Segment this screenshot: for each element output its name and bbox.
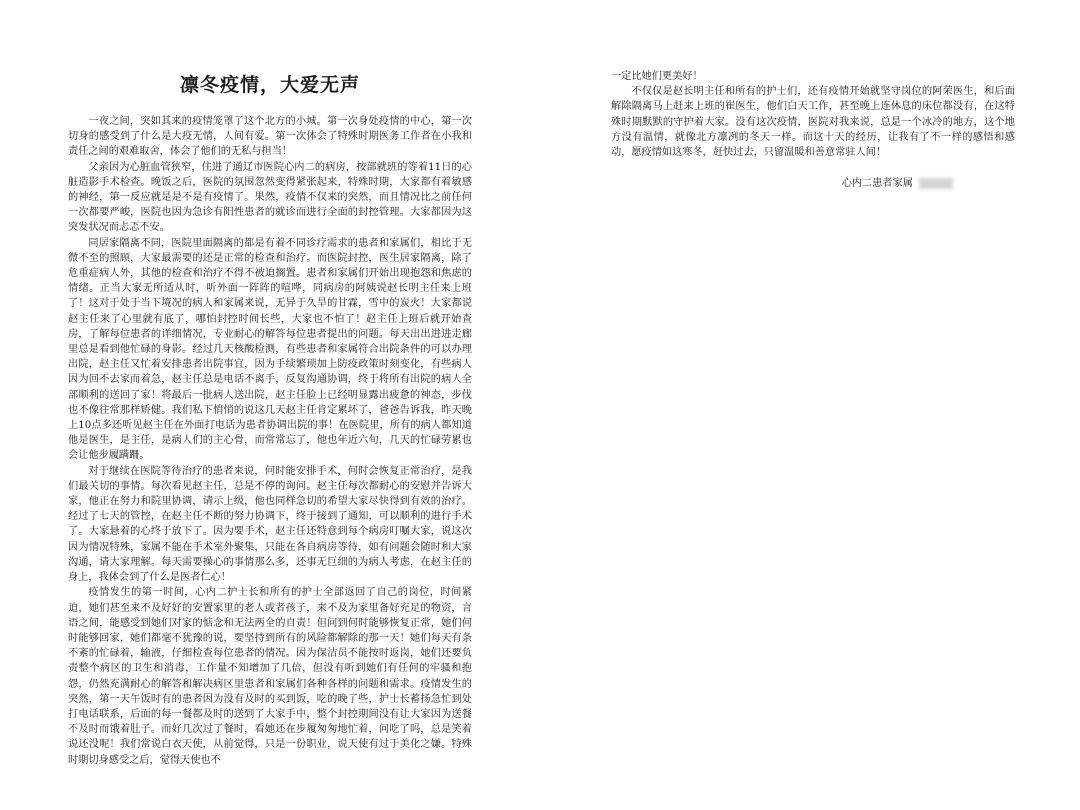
paragraph-surgery: 对于继续在医院等待治疗的患者来说，何时能安排手术，何时会恢复正常治疗，是我们最关切的事情。每次看见赵主任，总是不停的询问。赵主任每次都耐心的安慰并告诉大家，他正在努力和院里协调，请示上级，他也同样急切的希望大家尽快得到有效的治疗。经过了七天的管控，在赵主任不断的努力协调下，终于接到了通知，可以顺利的进行手术了。大家悬着的心终于放下了。因为要手术，赵主任还特意到每个病房叮嘱大家，说这次因为情况特殊，家属不能在手术室外聚集，只能在各自病房等待，如有问题会随时和大家沟通，请大家理解。每天需要操心的事情那么多，还事无巨细的为病人考虑，在赵主任的身上，我体会到了什么是医者仁心！ — [68, 465, 472, 584]
document-title: 凛冬疫情，大爱无声 — [179, 74, 360, 96]
signature-label: 心内二患者家属 — [841, 178, 913, 189]
left-page-body — [68, 114, 472, 768]
paragraph-closing: 不仅仅是赵长明主任和所有的护士们，还有疫情开始就坚守岗位的阿荣医生，和后面解除隔离马上赶来上班的崔医生，他们白天工作，甚至晚上连休息的床位都没有，在这特殊时期默默的守护着大家。没有这次疫情，医院对我来说，总是一个冰冷的地方，这个地方没有温情，就像北方凛冽的冬天一样。而这十天的经历，让我有了不一样的感悟和感动，愿疫情如这寒冬，赶快过去，只留温暖和善意常驻人间！ — [611, 86, 1015, 159]
paragraph-father-admission: 父亲因为心脏血管狭窄，住进了通辽市医院心内二的病房，按部就班的等着11日的心脏造影手术检查。晚饭之后，医院的氛围忽然变得紧张起来，特殊时期，大家都有着敏感的神经，第一反应就是是不是有疫情了。果然，疫情不仅来的突然，而且情况比之前任何一次都要严峻，医院也因为急诊有阳性患者的就诊而进行全面的封控管理。大家都因为这突发状况而忐忑不安。 — [68, 161, 472, 234]
paragraph-continuation: 一定比她们更美好！ — [611, 71, 703, 82]
paragraph-nurses: 疫情发生的第一时间，心内二护士长和所有的护士全部返回了自己的岗位，时间紧迫，她们甚至来不及好好的安置家里的老人或者孩子，来不及为家里备好充足的物资，言语之间，能感受到她们对家的惦念和无法两全的自责！但问到何时能够恢复正常，她们何时能够回家，她们都毫不犹豫的说，要坚持到所有的风险都解除的那一天！她们每天有条不紊的忙碌着，输液，仔细检查每位患者的情况。因为保洁员不能按时返岗，她们还要负责整个病区的卫生和消毒，工作量不知增加了几倍，但没有听到她们有任何的牢骚和抱怨，仍然充满耐心的解答和解决病区里患者和家属们各种各样的问题和需求。疫情发生的突然，第一天午饭时有的患者因为没有及时的买到饭，吃的晚了些，护士长蓄扬急忙到处打电话联系，后面的每一餐都及时的送到了大家手中，整个封控期间没有让大家因为送餐不及时而饿着肚子。而好几次过了餐时，看她还在步履匆匆地忙着，问吃了吗，总是笑着说还没呢！我们常说白衣天使，从前觉得，只是一份职业，说天使有过于美化之嫌。特殊时期切身感受之后，觉得天使也不 — [68, 587, 472, 766]
signature-line — [611, 176, 1015, 191]
paragraph-director-zhao: 同居家隔离不同，医院里面隔离的都是有着不同诊疗需求的患者和家属们，相比于无微不至的照顾，大家最需要的还是正常的检查和治疗。而医院封控，医生居家隔离，除了危重症病人外，其他的检查和治疗不得不被迫搁置。患者和家属们开始出现抱怨和焦虑的情绪。正当大家无所适从时，听外面一阵阵的喧哗，同病房的阿姨说赵长明主任来上班了！这对于处于当下境况的病人和家属来说，无异于久旱的甘霖，雪中的炭火！大家都说赵主任来了心里就有底了，哪怕封控时间长些，大家也不怕了！赵主任上班后就开始查房，了解每位患者的详细情况，专业耐心的解答每位患者提出的问题。每天出出进进走廊里总是看到他忙碌的身影。经过几天核酸检测，有些患者和家属符合出院条件的可以办理出院，赵主任又忙着安排患者出院事宜，因为手续繁琐加上防疫政策时刻变化，有些病人因为回不去家而着急，赵主任总是电话不离手，反复沟通协调，终于将所有出院的病人全部顺利的送回了家！将最后一批病人送出院，赵主任脸上已经明显露出疲惫的神态，步伐也不像往常那样矫健。我们私下悄悄的说这几天赵主任肯定累坏了，爸爸告诉我，昨天晚上10点多还听见赵主任在外面打电话为患者协调出院的事！在医院里，所有的病人都知道他是医生，是主任，是病人们的主心骨，而常常忘了，他也年近六旬，几天的忙碌劳累也会让他步履蹒跚。 — [68, 237, 472, 462]
paragraph-intro: 一夜之间，突如其来的疫情笼罩了这个北方的小城。第一次身处疫情的中心，第一次切身的感受到了什么是大疫无情，人间有爱。第一次体会了特殊时期医务工作者在小我和责任之间的艰难取舍，体会了他们的无私与担当！ — [68, 116, 472, 158]
right-page-body — [611, 69, 1015, 160]
redacted-name-mark — [919, 178, 953, 189]
